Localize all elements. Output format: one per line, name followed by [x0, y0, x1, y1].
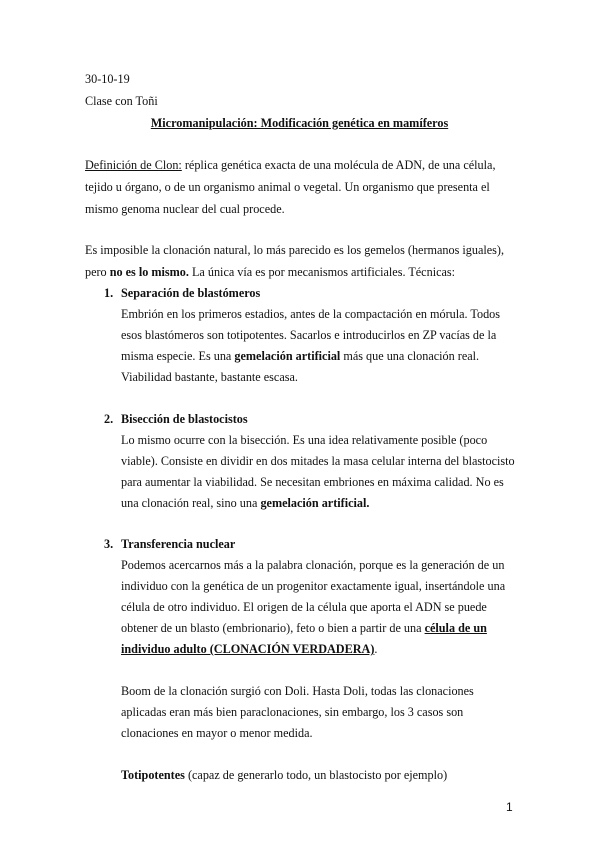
section-3-period: .: [374, 642, 378, 656]
boom-line-3: clonaciones en mayor o menor medida.: [121, 726, 313, 740]
section-1-heading: Separación de blastómeros: [121, 286, 261, 300]
section-3-line-3: célula de otro individuo. El origen de la célula que aporta el ADN se puede: [121, 600, 487, 614]
section-2-line-3: para aumentar la viabilidad. Se necesitan embriones en máxima calidad. No es: [121, 475, 504, 489]
totipotentes-line: [121, 768, 447, 782]
section-3-emphasis-end: individuo adulto (CLONACIÓN VERDADERA): [121, 642, 375, 656]
section-2-line-4: [121, 496, 369, 510]
subtitle: Clase con Toñi: [85, 94, 158, 108]
boom-line-1: Boom de la clonación surgió con Doli. Hasta Doli, todas las clonaciones: [121, 684, 474, 698]
section-1-number: 1.: [104, 286, 114, 300]
section-3-line-5: [121, 642, 377, 656]
intro-line-2: [85, 265, 455, 279]
definition-line-1: [85, 158, 496, 172]
intro-text-a: pero: [85, 265, 110, 279]
section-2-line-2: viable). Consiste en dividir en dos mitades la masa celular interna del blastocisto: [121, 454, 515, 468]
totipotentes-term: Totipotentes: [121, 768, 185, 782]
intro-emphasis: no es lo mismo.: [109, 265, 189, 279]
definition-line-2: tejido u órgano, o de un organismo animal o vegetal. Un organismo que presenta el: [85, 180, 490, 194]
definition-line-3: mismo genoma nuclear del cual procede.: [85, 202, 285, 216]
section-1-emphasis: gemelación artificial: [234, 349, 341, 363]
section-3-emphasis-start: célula de un: [424, 621, 487, 635]
section-3-heading: Transferencia nuclear: [121, 537, 236, 551]
section-2-number: 2.: [104, 412, 114, 426]
section-1-line-1: Embrión en los primeros estadios, antes de la compactación en mórula. Todos: [121, 307, 501, 321]
section-1-line-3: [121, 349, 479, 363]
section-3-number: 3.: [104, 537, 114, 551]
section-1-text-a: misma especie. Es una: [121, 349, 235, 363]
section-3-line-1: Podemos acercarnos más a la palabra clonación, porque es la generación de un: [121, 558, 505, 572]
intro-line-1: Es imposible la clonación natural, lo más parecido es los gemelos (hermanos iguales),: [85, 243, 504, 257]
intro-text-c: La única vía es por mecanismos artificiales. Técnicas:: [188, 265, 456, 279]
section-1-line-2: esos blastómeros son totipotentes. Sacarlos e introducirlos en ZP vacías de la: [121, 328, 497, 342]
section-2-text-a: una clonación real, sino una: [121, 496, 261, 510]
boom-line-2: aplicadas eran más bien paraclonaciones, sin embargo, los 3 casos son: [121, 705, 464, 719]
page-number: 1: [506, 800, 513, 814]
section-2-heading: Bisección de blastocistos: [121, 412, 248, 426]
definition-text: réplica genética exacta de una molécula de ADN, de una célula,: [181, 158, 496, 172]
section-1-line-4: Viabilidad bastante, bastante escasa.: [121, 370, 298, 384]
section-2-emphasis: gemelación artificial.: [260, 496, 370, 510]
section-3-text-a: obtener de un blasto (embrionario), feto o bien a partir de una: [121, 621, 425, 635]
section-1-text-c: más que una clonación real.: [340, 349, 480, 363]
page-title: Micromanipulación: Modificación genética en mamíferos: [150, 116, 449, 130]
totipotentes-text: (capaz de generarlo todo, un blastocisto por ejemplo): [184, 768, 448, 782]
section-3-line-2: individuo con la genética de un progenitor exactamente igual, insertándole una: [121, 579, 506, 593]
date: 30-10-19: [85, 72, 130, 86]
section-3-line-4: [121, 621, 487, 635]
section-2-line-1: Lo mismo ocurre con la bisección. Es una idea relativamente posible (poco: [121, 433, 488, 447]
definition-term: Definición de Clon:: [85, 158, 182, 172]
